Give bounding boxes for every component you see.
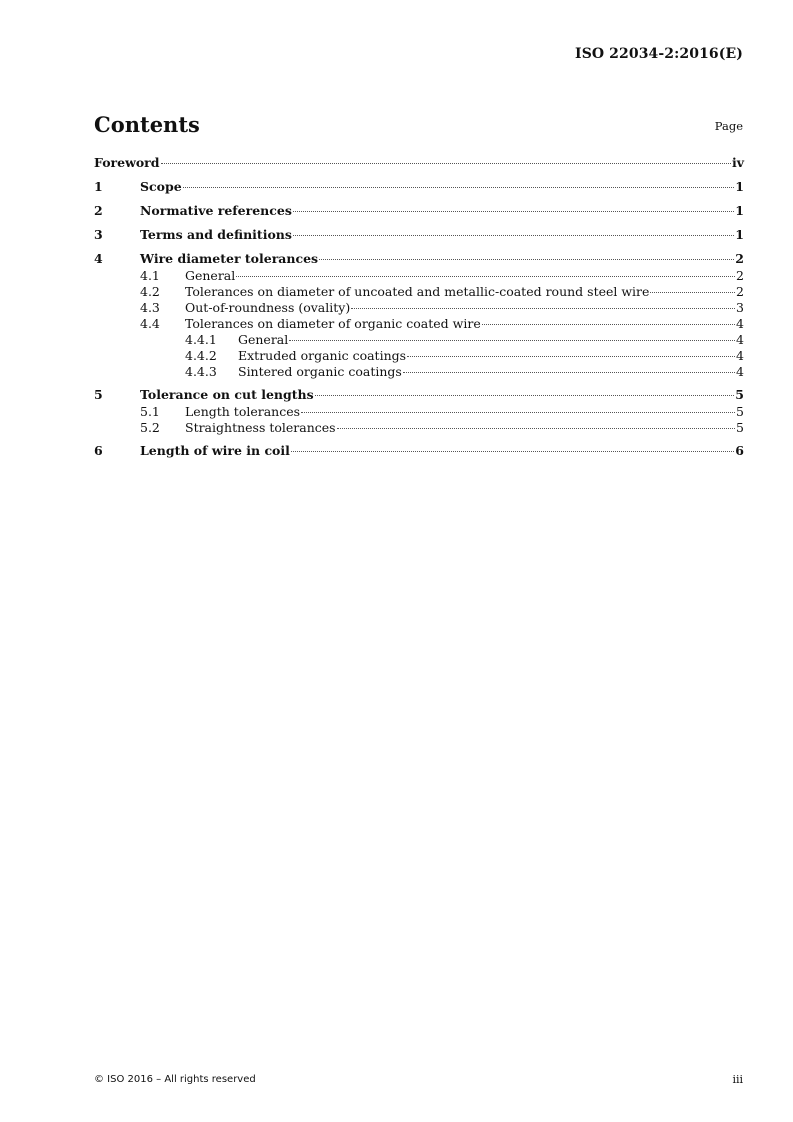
toc-entry-title: Length of wire in coil xyxy=(140,443,290,458)
toc-entry[interactable] xyxy=(94,227,744,244)
dot-leader xyxy=(650,292,735,293)
toc-entry[interactable] xyxy=(94,420,744,436)
dot-leader xyxy=(403,372,735,373)
toc-entry[interactable] xyxy=(94,404,744,420)
toc-entry-title: Tolerances on diameter of uncoated and metallic-coated round steel wire xyxy=(185,284,650,299)
toc-entry-page: 2 xyxy=(736,284,744,299)
toc-entry-page: 2 xyxy=(736,268,744,283)
toc-entry[interactable] xyxy=(94,179,744,196)
toc-entry-page: 1 xyxy=(735,203,744,218)
toc-entry-title: Out-of-roundness (ovality) xyxy=(185,300,351,315)
toc-entry[interactable] xyxy=(94,300,744,316)
dot-leader xyxy=(407,356,735,357)
toc-entry[interactable] xyxy=(94,251,744,268)
toc-entry-title: Scope xyxy=(140,179,182,194)
toc-entry-number: 4 xyxy=(94,251,103,266)
toc-entry-page: 1 xyxy=(735,179,744,194)
toc-entry-number: 1 xyxy=(94,179,103,194)
page-number: iii xyxy=(732,1073,743,1086)
toc-entry-number: 3 xyxy=(94,227,103,242)
toc-entry[interactable] xyxy=(94,348,744,364)
dot-leader xyxy=(293,235,734,236)
toc-entry[interactable] xyxy=(94,443,744,460)
dot-leader xyxy=(319,259,734,260)
contents-heading: Contents xyxy=(94,112,200,137)
toc-entry-page: 6 xyxy=(735,443,744,458)
toc-entry-title: Sintered organic coatings xyxy=(238,364,402,379)
toc-entry-title: Terms and definitions xyxy=(140,227,292,242)
toc-entry-page: 1 xyxy=(735,227,744,242)
toc-entry-page: 5 xyxy=(736,420,744,435)
toc-entry-number: 2 xyxy=(94,203,103,218)
dot-leader xyxy=(161,163,731,164)
toc-entry-number: 5.1 xyxy=(140,404,160,419)
toc-entry-page: 5 xyxy=(735,387,744,402)
toc-entry-page: iv xyxy=(731,155,744,170)
toc-entry-title: Foreword xyxy=(94,155,160,170)
toc-entry-page: 2 xyxy=(735,251,744,266)
copyright-notice: © ISO 2016 – All rights reserved xyxy=(94,1074,256,1085)
dot-leader xyxy=(315,395,735,396)
toc-entry[interactable] xyxy=(94,203,744,220)
toc-entry-page: 4 xyxy=(736,332,744,347)
toc-entry-title: Tolerance on cut lengths xyxy=(140,387,314,402)
toc-entry-page: 4 xyxy=(736,316,744,331)
toc-entry-number: 4.3 xyxy=(140,300,160,315)
dot-leader xyxy=(351,308,735,309)
toc-entry-number: 5 xyxy=(94,387,103,402)
toc-entry-title: Tolerances on diameter of organic coated wire xyxy=(185,316,481,331)
toc-entry[interactable] xyxy=(94,332,744,348)
dot-leader xyxy=(337,428,735,429)
toc-entry[interactable] xyxy=(94,364,744,380)
toc-entry[interactable] xyxy=(94,284,744,300)
toc-entry-number: 4.4.1 xyxy=(185,332,217,347)
toc-entry[interactable] xyxy=(94,268,744,284)
dot-leader xyxy=(236,276,735,277)
toc-entry[interactable] xyxy=(94,387,744,404)
toc-entry-number: 4.4 xyxy=(140,316,160,331)
toc-entry-page: 5 xyxy=(736,404,744,419)
toc-entry-number: 4.4.3 xyxy=(185,364,217,379)
dot-leader xyxy=(301,412,735,413)
dot-leader xyxy=(293,211,734,212)
toc-entry-title: Wire diameter tolerances xyxy=(140,251,319,266)
dot-leader xyxy=(183,187,735,188)
dot-leader xyxy=(482,324,735,325)
document-identifier: ISO 22034-2:2016(E) xyxy=(575,46,743,62)
toc-entry-page: 4 xyxy=(736,364,744,379)
toc-entry-title: Length tolerances xyxy=(185,404,301,419)
toc-entry[interactable] xyxy=(94,316,744,332)
toc-entry-title: Normative references xyxy=(140,203,292,218)
dot-leader xyxy=(291,451,734,452)
page-column-label: Page xyxy=(714,119,743,133)
toc-entry-number: 4.1 xyxy=(140,268,160,283)
toc-entry-page: 3 xyxy=(736,300,744,315)
toc-entry[interactable] xyxy=(94,155,744,172)
toc-entry-number: 4.4.2 xyxy=(185,348,217,363)
toc-entry-number: 4.2 xyxy=(140,284,160,299)
toc-entry-title: General xyxy=(185,268,236,283)
toc-entry-title: General xyxy=(238,332,289,347)
table-of-contents xyxy=(94,155,744,460)
dot-leader xyxy=(289,340,735,341)
toc-entry-number: 5.2 xyxy=(140,420,160,435)
toc-entry-number: 6 xyxy=(94,443,103,458)
toc-entry-page: 4 xyxy=(736,348,744,363)
toc-entry-title: Extruded organic coatings xyxy=(238,348,407,363)
toc-entry-title: Straightness tolerances xyxy=(185,420,336,435)
